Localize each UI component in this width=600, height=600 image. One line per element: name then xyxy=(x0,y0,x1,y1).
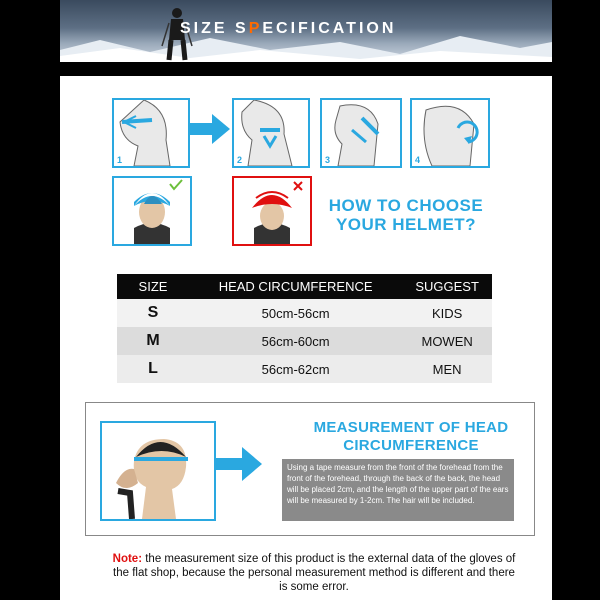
size-cell: M xyxy=(117,327,189,355)
content-panel xyxy=(60,76,552,600)
table-header-row xyxy=(117,274,492,299)
circumference-cell: 56cm-62cm xyxy=(189,355,402,383)
step-number: 4 xyxy=(415,155,421,165)
helmet-good-fit-icon xyxy=(114,178,190,244)
size-cell: S xyxy=(117,299,189,327)
size-cell: L xyxy=(117,355,189,383)
arrow-right-icon xyxy=(190,114,230,144)
step-number: 3 xyxy=(325,155,331,165)
step-number: 1 xyxy=(117,155,123,165)
page-title: SIZE SPECIFICATION xyxy=(180,20,397,37)
measurement-description: Using a tape measure from the front of the forehead from the front of the forehead, through the back of the back, the head will be placed 2cm, and the length of the upper part of the ears will be measured by 1-2cm. The hair will be included. xyxy=(282,459,514,521)
step-1-image xyxy=(112,98,190,168)
helmet-adjust-icon xyxy=(412,100,488,166)
step-2-image xyxy=(232,98,310,168)
measurement-image xyxy=(100,421,216,521)
how-to-choose-heading: HOW TO CHOOSE YOUR HELMET? xyxy=(328,196,484,234)
table-row xyxy=(117,355,492,383)
chin-strap-icon xyxy=(234,100,308,166)
measurement-section xyxy=(85,402,535,536)
step-3-image xyxy=(320,98,402,168)
chin-strap-icon xyxy=(114,100,188,166)
suggest-cell: MEN xyxy=(402,355,492,383)
circumference-cell: 56cm-60cm xyxy=(189,327,402,355)
suggest-cell: MOWEN xyxy=(402,327,492,355)
note-text xyxy=(108,552,520,594)
note-label: Note: xyxy=(112,553,143,565)
head-measure-icon xyxy=(102,423,214,519)
measurement-title: MEASUREMENT OF HEAD CIRCUMFERENCE xyxy=(313,419,509,454)
table-header: SIZE xyxy=(117,274,189,299)
chin-strap-icon xyxy=(322,100,400,166)
table-header: HEAD CIRCUMFERENCE xyxy=(189,274,402,299)
banner xyxy=(60,0,552,62)
table-header: SUGGEST xyxy=(402,274,492,299)
step-number: 2 xyxy=(237,155,243,165)
table-row xyxy=(117,299,492,327)
helmet-bad-fit-icon xyxy=(234,178,310,244)
step-4-image xyxy=(410,98,490,168)
correct-fit-image xyxy=(112,176,192,246)
suggest-cell: KIDS xyxy=(402,299,492,327)
table-row xyxy=(117,327,492,355)
circumference-cell: 50cm-56cm xyxy=(189,299,402,327)
size-table xyxy=(117,274,492,383)
wrong-fit-image xyxy=(232,176,312,246)
arrow-right-icon xyxy=(214,447,262,481)
note-body: the measurement size of this product is the external data of the gloves of the flat shop, because the personal measurement method is different and there is some error. xyxy=(113,553,516,593)
